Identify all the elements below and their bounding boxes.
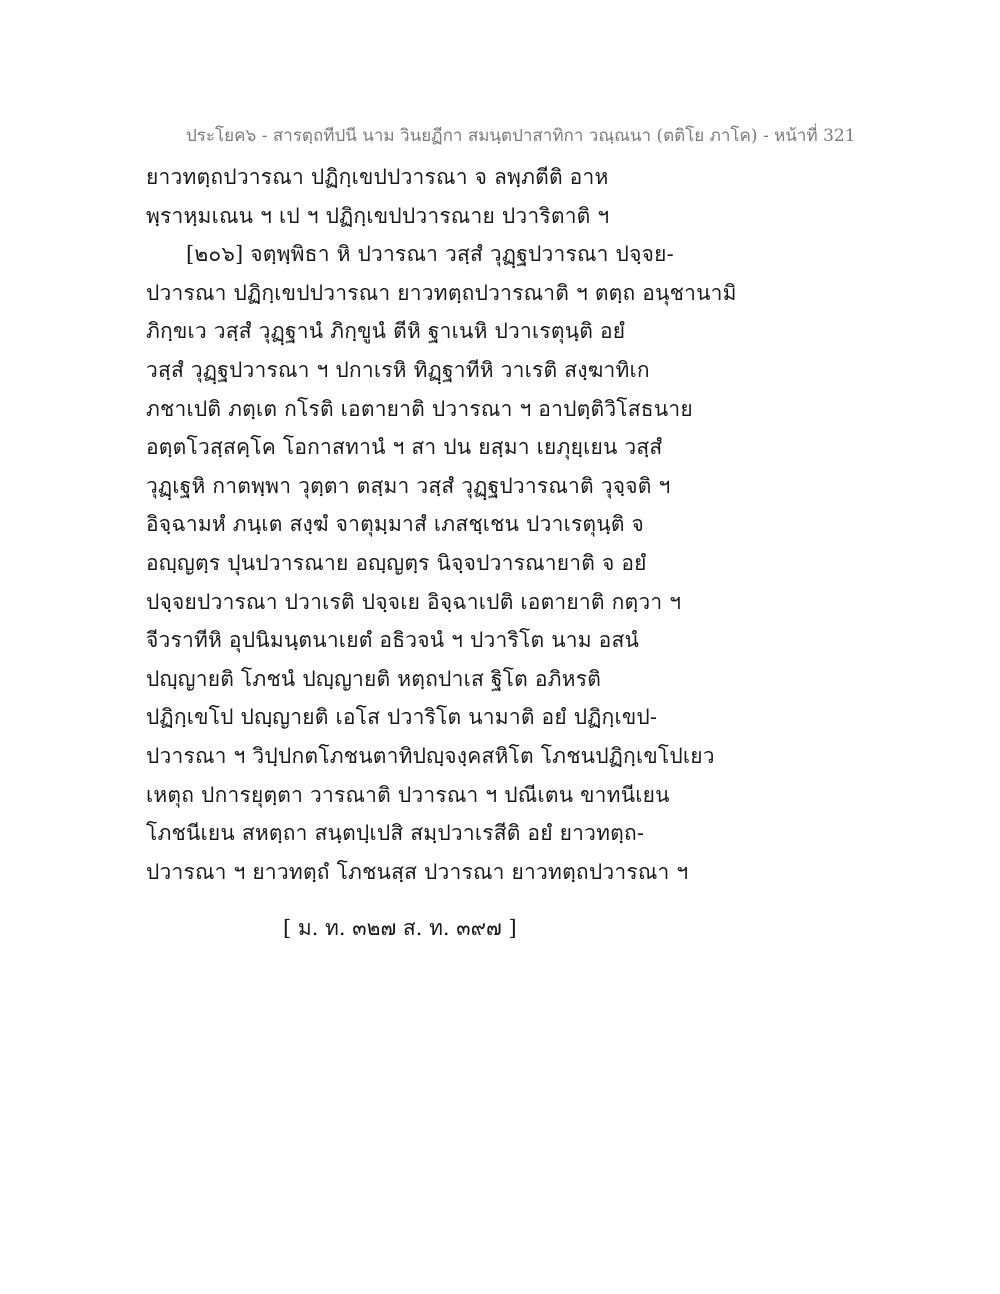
text-line: ปจฺจยปวารณา ปวาเรติ ปจฺจเย อิจฺฉาเปติ เอตายาติ กตฺวา ฯ	[146, 589, 682, 614]
text-line: วุฏฺเฐหิ กาตพฺพา วุตฺตา ตสฺมา วสฺสํ วุฏฺฐปวารณาติ วุจฺจติ ฯ	[146, 473, 671, 498]
text-line: อิจฺฉามหํ ภนฺเต สงฺฆํ จาตุมฺมาสํ เภสชฺเชน ปวาเรตุนฺติ จ	[146, 512, 645, 537]
citation-reference: [ ม. ท. ๓๒๗ ส. ท. ๓๙๗ ]	[283, 916, 517, 940]
text-line: ยาวทตฺถปวารณา ปฏิกฺเขปปวารณา จ ลพฺภตีติ อาห	[146, 165, 609, 189]
text-line: ปฏิกฺเขโป ปญฺญายติ เอโส ปวาริโต นามาติ อยํ ปฏิกฺเขป-	[146, 705, 658, 730]
text-line: ปญฺญายติ โภชนํ ปญฺญายติ หตฺถปาเส ฐิโต อภิหรติ	[146, 666, 602, 691]
text-line: พฺราหฺมเณน ฯ เป ฯ ปฏิกฺเขปปวารณาย ปวาริตาติ ฯ	[146, 203, 610, 228]
text-line: เหตุถ ปการยุตฺตา วารณาติ ปวารณา ฯ ปณีเตน ขาทนีเยน	[146, 782, 670, 807]
text-line: ปวารณา ฯ ยาวทตฺถํ โภชนสฺส ปวารณา ยาวทตฺถปวารณา ฯ	[146, 859, 689, 884]
text-line: ภิกฺขเว วสฺสํ วุฏฺฐานํ ภิกฺขูนํ ตีหิ ฐาเนหิ ปวาเรตุนฺติ อยํ	[146, 319, 626, 344]
text-line: ปวารณา ฯ วิปฺปกตโภชนตาทิปญฺจงฺคสหิโต โภชนปฏิกฺเขโปเยว	[146, 743, 715, 768]
body-text	[146, 158, 866, 891]
text-line: ภชาเปติ ภตฺเต กโรติ เอตายาติ ปวารณา ฯ อาปตฺติวิโสธนาย	[146, 396, 693, 421]
text-line: อญฺญตฺร ปุนปวารณาย อญฺญตฺร นิจฺจปวารณายาติ จ อยํ	[146, 550, 647, 575]
text-line: ปวารณา ปฏิกฺเขปปวารณา ยาวทตฺถปวารณาติ ฯ ตตฺถ อนุชานามิ	[146, 280, 737, 305]
running-header: ประโยค๖ - สารตฺถทีปนี นาม วินยฏีกา สมนฺตปาสาทิกา วณฺณนา (ตติโย ภาโค) - หน้าที่ 321	[186, 126, 856, 146]
text-line: อตฺตโวสฺสคฺโค โอกาสทานํ ฯ สา ปน ยสฺมา เยภุยฺเยน วสฺสํ	[146, 435, 663, 460]
text-line: โภชนีเยน สหตฺถา สนฺตปฺเปสิ สมฺปวาเรสีติ อยํ ยาวทตฺถ-	[146, 821, 645, 846]
text-line: วสฺสํ วุฏฺฐปวารณา ฯ ปกาเรหิ ทิฏฺฐาทีหิ วาเรติ สงฺฆาทิเก	[146, 357, 650, 382]
text-line: จีวราทีหิ อุปนิมนฺตนาเยตํ อธิวจนํ ฯ ปวาริโต นาม อสนํ	[146, 628, 640, 653]
paragraph-start-line: [๒๐๖] จตฺพฺพิธา หิ ปวารณา วสฺสํ วุฏฺฐปวารณา ปจฺจย-	[186, 242, 674, 267]
